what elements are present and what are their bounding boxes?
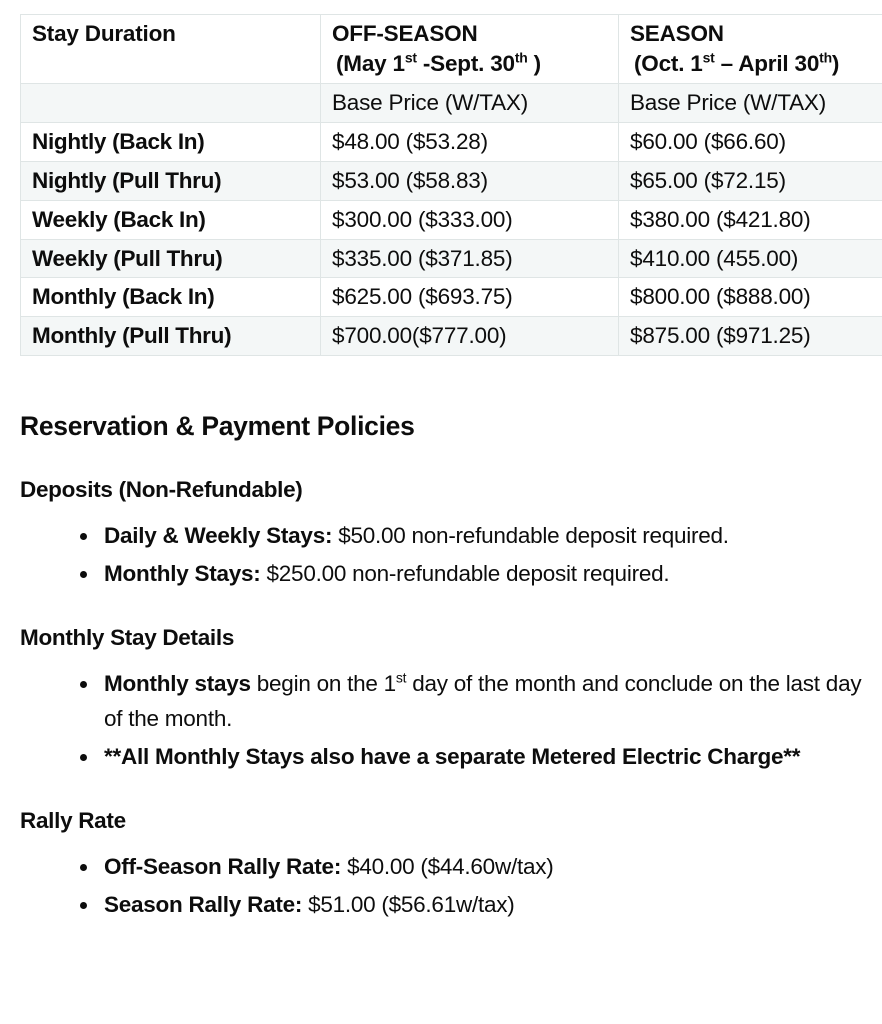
row-season-price: $875.00 ($971.25) (619, 317, 882, 356)
list-item-text: $51.00 ($56.61w/tax) (302, 891, 515, 917)
table-row (21, 200, 882, 239)
row-label: Nightly (Pull Thru) (21, 161, 321, 200)
header-cell-season (619, 15, 882, 84)
list-item-text-post: day of the month and conclude on the last day of the month. (104, 671, 862, 732)
list-item-text: $250.00 non-refundable deposit required. (260, 561, 670, 587)
rate-table (20, 14, 882, 356)
row-season-price: $380.00 ($421.80) (619, 200, 882, 239)
list-item-text: $40.00 ($44.60w/tax) (341, 854, 554, 880)
rally-rate-heading: Rally Rate (20, 807, 126, 833)
table-row (21, 278, 882, 317)
list-item (77, 519, 876, 554)
off-season-sup-st: st (404, 49, 417, 66)
table-row (21, 239, 882, 278)
monthly-stay-details-heading: Monthly Stay Details (20, 624, 235, 650)
monthly-sup-st: st (395, 669, 407, 686)
season-date-mid: – April 30 (714, 50, 820, 76)
row-label: Weekly (Pull Thru) (21, 239, 321, 278)
season-sup-th: th (819, 49, 832, 66)
header-season-title: SEASON (630, 21, 724, 46)
row-label: Monthly (Pull Thru) (21, 317, 321, 356)
row-off-season-price: $300.00 ($333.00) (321, 200, 619, 239)
row-season-price: $65.00 ($72.15) (619, 161, 882, 200)
row-off-season-price: $625.00 ($693.75) (321, 278, 619, 317)
off-season-date-pre: (May 1 (336, 50, 405, 76)
off-season-sup-th: th (514, 49, 528, 66)
season-date-pre: (Oct. 1 (634, 50, 703, 76)
season-sup-st: st (702, 49, 715, 66)
list-item-lead: Daily & Weekly Stays: (104, 523, 333, 549)
subheader-cell-season: Base Price (W/TAX) (619, 83, 882, 122)
season-date-post: ) (831, 50, 840, 76)
list-item (77, 850, 876, 885)
off-season-date-mid: -Sept. 30 (416, 50, 515, 76)
row-off-season-price: $335.00 ($371.85) (321, 239, 619, 278)
row-season-price: $410.00 (455.00) (619, 239, 882, 278)
table-row (21, 122, 882, 161)
subheader-cell-empty (21, 83, 321, 122)
table-header-row (21, 15, 882, 84)
header-season-dates (630, 49, 882, 79)
header-off-season-title: OFF-SEASON (332, 21, 478, 46)
header-cell-stay-duration (21, 15, 321, 84)
header-stay-duration-label: Stay Duration (32, 21, 176, 46)
table-row (21, 161, 882, 200)
page-title: Reservation & Payment Policies (20, 411, 415, 441)
row-label: Weekly (Back In) (21, 200, 321, 239)
row-off-season-price: $48.00 ($53.28) (321, 122, 619, 161)
list-item-text: **All Monthly Stays also have a separate Metered Electric Charge** (104, 743, 801, 769)
list-item (77, 740, 876, 775)
list-item-text-pre: begin on the 1 (250, 671, 396, 697)
off-season-date-post: ) (527, 50, 541, 76)
subheader-cell-off-season: Base Price (W/TAX) (321, 83, 619, 122)
list-item-lead: Monthly Stays: (104, 561, 261, 587)
row-off-season-price: $53.00 ($58.83) (321, 161, 619, 200)
list-item (77, 888, 876, 923)
row-label: Nightly (Back In) (21, 122, 321, 161)
rally-rate-list (20, 850, 876, 923)
list-item (77, 557, 876, 592)
list-item-lead: Season Rally Rate: (104, 891, 303, 917)
row-season-price: $800.00 ($888.00) (619, 278, 882, 317)
header-off-season-dates (332, 49, 618, 79)
table-row (21, 317, 882, 356)
row-off-season-price: $700.00($777.00) (321, 317, 619, 356)
list-item-lead: Off-Season Rally Rate: (104, 854, 342, 880)
row-season-price: $60.00 ($66.60) (619, 122, 882, 161)
policies-section (20, 410, 876, 923)
deposits-heading: Deposits (Non-Refundable) (20, 476, 303, 502)
rate-table-container (20, 14, 882, 356)
row-label: Monthly (Back In) (21, 278, 321, 317)
table-subheader-row (21, 83, 882, 122)
list-item (77, 667, 876, 737)
header-cell-off-season (321, 15, 619, 84)
deposits-list (20, 519, 876, 592)
monthly-details-list (20, 667, 876, 775)
list-item-text: $50.00 non-refundable deposit required. (332, 523, 729, 549)
list-item-lead: Monthly stays (104, 671, 251, 697)
